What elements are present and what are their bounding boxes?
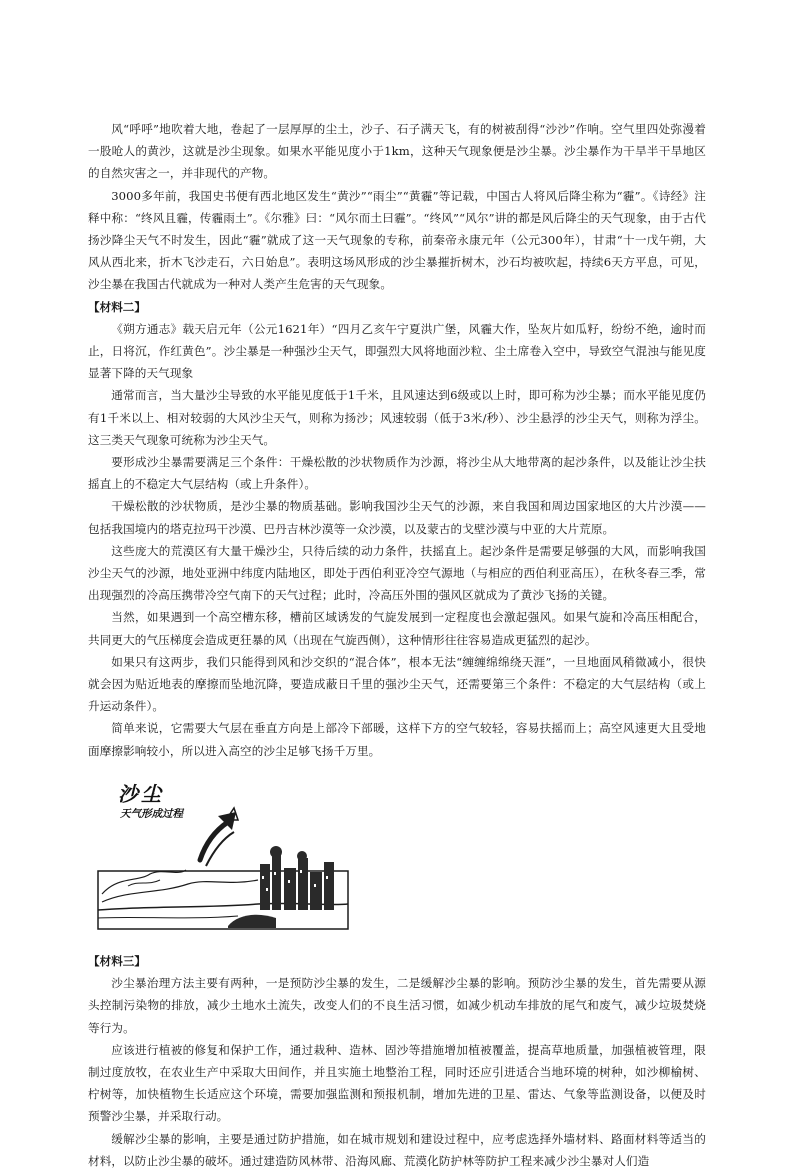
material-three <box>88 950 706 1172</box>
paragraph: 3000多年前，我国史书便有西北地区发生“黄沙”“雨尘”“黄霾”等记载，中国古人将风后降尘称为“霾”。《诗经》注释中称：“终风且霾，传霾雨土”。《尔雅》曰：“风尔而土曰霾”。“终风”“风尔”讲的都是风后降尘的天气现象，由于古代扬沙降尘天气不时发生，因此“霾”就成了这一天气现象的专称，前秦帝永康元年（公元300年），甘肃“十一戊午朔，大风从西北来，折木飞沙走石，六日始息”。表明这场风形成的沙尘暴摧折树木，沙石均被吹起，持续6天方平息，可见，沙尘暴在我国古代就成为一种对人类产生危害的天气现象。 <box>88 188 706 292</box>
paragraph: 如果只有这两步，我们只能得到风和沙交织的“混合体”，根本无法“缠缠绵绵绕天涯”，一旦地面风稍微减小，很快就会因为贴近地表的摩擦而坠地沉降，要造成蔽日千里的强沙尘天气，还需要第三个条件：不稳定的大气层结构（或上升运动条件）。 <box>88 654 706 714</box>
paragraph: 这些庞大的荒漠区有大量干燥沙尘，只待后续的动力条件，扶摇直上。起沙条件是需要足够强的大风，而影响我国沙尘天气的沙源，地处亚洲中纬度内陆地区，即处于西伯利亚冷空气源地（与相应的西伯利亚高压），在秋冬春三季，常出现强烈的冷高压携带冷空气南下的天气过程；此时，冷高压外围的强风区就成为了黄沙飞扬的关键。 <box>88 543 706 603</box>
figure-subtitle: 天气形成过程 <box>120 807 183 820</box>
paragraph: 沙尘暴治理方法主要有两种，一是预防沙尘暴的发生，二是缓解沙尘暴的影响。预防沙尘暴的发生，首先需要从源头控制污染物的排放，减少土地水土流失，改变人们的不良生活习惯，如减少机动车排放的尾气和废气，减少垃圾焚烧等行为。 <box>88 976 706 1035</box>
material-one <box>88 118 706 296</box>
figure-title: 沙尘 <box>118 781 164 806</box>
paragraph: 缓解沙尘暴的影响，主要是通过防护措施，如在城市规划和建设过程中，应考虑选择外墙材料、路面材料等适当的材料，以防止沙尘暴的破坏。通过建造防风林带、沿海风廊、荒漠化防护林等防护工程来减少沙尘暴对人们造 <box>88 1131 706 1168</box>
material-two <box>88 296 706 762</box>
section-heading-material-two: 【材料二】 <box>88 299 146 314</box>
paragraph: 简单来说，它需要大气层在垂直方向是上部冷下部暖，这样下方的空气较轻，容易扶摇而上；高空风速更大且受地面摩擦影响较小，所以进入高空的沙尘足够飞扬千万里。 <box>88 721 706 758</box>
paragraph: 应该进行植被的修复和保护工作，通过栽种、造林、固沙等措施增加植被覆盖，提高草地质量，加强植被管理，限制过度放牧，在农业生产中采取大田间作，并且实施土地整治工程，同时还应引进适合当地环境的树种，如沙柳榆树、柠树等，加快植物生长适应这个环境，需要加强监测和预报机制，增加先进的卫星、雷达、气象等监测设备，以便及时预警沙尘暴，并采取行动。 <box>88 1042 706 1124</box>
paragraph: 《朔方通志》载天启元年（公元1621年）“四月乙亥午宁夏洪广堡，风霾大作，坠灰片如瓜籽，纷纷不绝，逾时而止，日将沉，作红黄色”。沙尘暴是一种强沙尘天气，即强烈大风将地面沙粒、尘土席卷入空中，导致空气混浊与能见度显著下降的天气现象 <box>88 321 706 381</box>
paragraph: 当然，如果遇到一个高空槽东移，槽前区域诱发的气旋发展到一定程度也会激起强风。如果气旋和冷高压相配合，共同更大的气压梯度会造成更狂暴的风（出现在气旋西侧），这种情形往往容易造成更猛烈的起沙。 <box>88 610 706 647</box>
section-heading-material-three: 【材料三】 <box>88 953 146 968</box>
paragraph: 干燥松散的沙状物质，是沙尘暴的物质基础。影响我国沙尘天气的沙源，来自我国和周边国家地区的大片沙漠——包括我国境内的塔克拉玛干沙漠、巴丹吉林沙漠等一众沙漠，以及蒙古的戈壁沙漠与中亚的大片荒原。 <box>88 499 706 536</box>
document-page <box>88 118 706 1172</box>
paragraph: 要形成沙尘暴需要满足三个条件：干燥松散的沙状物质作为沙源，将沙尘从大地带离的起沙条件，以及能让沙尘扶摇直上的不稳定大气层结构（或上升条件）。 <box>88 455 706 492</box>
paragraph: 风“呼呼”地吹着大地，卷起了一层厚厚的尘土，沙子、石子满天飞，有的树被刮得“沙沙”作响。空气里四处弥漫着一股呛人的黄沙，这就是沙尘现象。如果水平能见度小于1km，这种天气现象便是沙尘暴。沙尘暴作为干旱半干旱地区的自然灾害之一，并非现代的产物。 <box>88 122 706 181</box>
sandstorm-formation-figure <box>88 776 378 936</box>
paragraph: 通常而言，当大量沙尘导致的水平能见度低于1千米，且风速达到6级或以上时，即可称为沙尘暴；而水平能见度仍有1千米以上、相对较弱的大风沙尘天气，则称为扬沙；风速较弱（低于3米/秒）、沙尘悬浮的沙尘天气，则称为浮尘。这三类天气现象可统称为沙尘天气。 <box>88 388 706 447</box>
